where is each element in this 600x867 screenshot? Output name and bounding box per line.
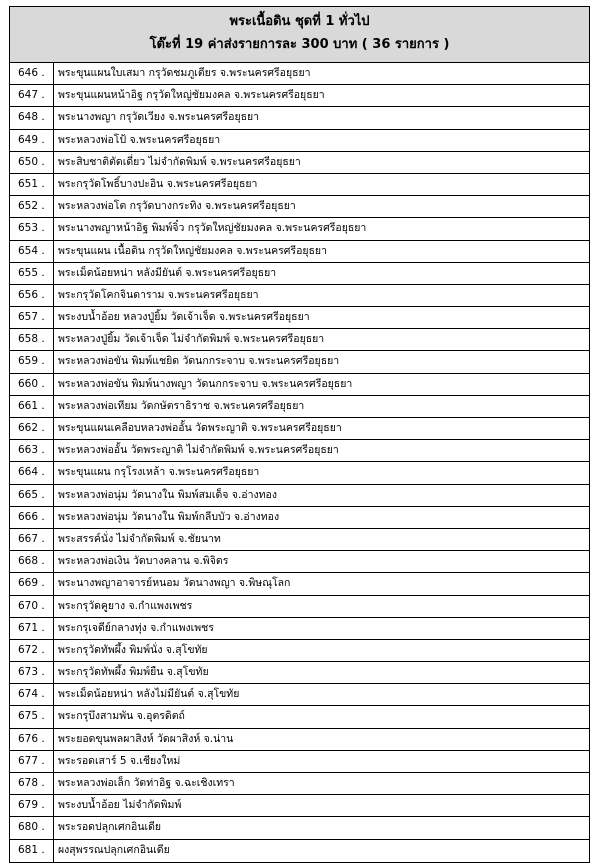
table-row — [10, 684, 589, 706]
item-name: พระนางพญาอาจารย์หนอม วัดนางพญา จ.พิษณุโลก — [58, 577, 291, 590]
table-row — [10, 329, 589, 351]
item-name: พระรอดเสาร์ 5 จ.เชียงใหม่ — [58, 754, 181, 767]
item-name: พระหลวงพ่อเทียม วัดกษัตราธิราช จ.พระนครศรีอยุธยา — [58, 399, 305, 412]
item-name: พระงบน้ำอ้อย ไม่จำกัดพิมพ์ — [58, 799, 182, 812]
table-row — [10, 751, 589, 773]
item-name: พระหลวงพ่อนุ่ม วัดนางใน พิมพ์สมเด็จ จ.อ่างทอง — [58, 488, 277, 501]
item-name: พระเม็ดน้อยหน่า หลังมียันต์ จ.พระนครศรีอยุธยา — [58, 266, 277, 279]
item-number: 650 . — [10, 152, 54, 173]
item-number: 665 . — [10, 485, 54, 506]
item-name: พระขุนแผนใบเสมา กรุวัดชมภูเตียร จ.พระนครศรีอยุธยา — [58, 67, 311, 79]
item-number: 655 . — [10, 263, 54, 284]
catalog-table — [9, 6, 590, 863]
item-number: 660 . — [10, 374, 54, 395]
table-row — [10, 795, 589, 817]
table-row — [10, 396, 589, 418]
item-name: พระหลวงพ่อเล็ก วัดท่าอิฐ จ.ฉะเชิงเทรา — [58, 777, 235, 789]
table-row — [10, 773, 589, 795]
table-row — [10, 218, 589, 240]
item-name: พระยอดขุนพลผาสิงห์ วัดผาสิงห์ จ.น่าน — [58, 732, 234, 745]
item-number: 662 . — [10, 418, 54, 439]
item-name: พระกรุบึงสามพัน จ.อุตรดิตถ์ — [58, 710, 185, 723]
table-row — [10, 840, 589, 862]
table-row — [10, 130, 589, 152]
table-row — [10, 596, 589, 618]
item-number: 663 . — [10, 440, 54, 461]
item-name: พระหลวงปู่ยิ้ม วัดเจ้าเจ็ด ไม่จำกัดพิมพ์ จ.พระนครศรีอยุธยา — [58, 333, 325, 346]
item-number: 654 . — [10, 241, 54, 262]
table-row — [10, 374, 589, 396]
item-name: พระกรุวัดโคกจินดาราม จ.พระนครศรีอยุธยา — [58, 288, 259, 301]
table-row — [10, 817, 589, 839]
table-row — [10, 351, 589, 373]
item-number: 677 . — [10, 751, 54, 772]
item-number: 659 . — [10, 351, 54, 372]
table-title: พระเนื้อดิน ชุดที่ 1 ทั่วไป — [229, 14, 370, 29]
table-row — [10, 662, 589, 684]
item-name: พระขุนแผน เนื้อดิน กรุวัดใหญ่ชัยมงคล จ.พระนครศรีอยุธยา — [58, 244, 327, 257]
item-number: 666 . — [10, 507, 54, 528]
item-number: 671 . — [10, 618, 54, 639]
table-row — [10, 63, 589, 85]
item-name: พระกรุเจดีย์กลางทุ่ง จ.กำแพงเพชร — [58, 621, 214, 634]
table-subtitle: โต๊ะที่ 19 ค่าส่งรายการละ 300 บาท ( 36 รายการ ) — [149, 37, 450, 52]
item-number: 664 . — [10, 462, 54, 483]
item-name: พระขุนแผนหน้าอิฐ กรุวัดใหญ่ชัยมงคล จ.พระนครศรีอยุธยา — [58, 89, 325, 102]
item-number: 657 . — [10, 307, 54, 328]
item-number: 678 . — [10, 773, 54, 794]
table-row — [10, 85, 589, 107]
item-name: พระสิบชาติตัดเดี่ยว ไม่จำกัดพิมพ์ จ.พระนครศรีอยุธยา — [58, 155, 301, 168]
item-number: 656 . — [10, 285, 54, 306]
item-number: 668 . — [10, 551, 54, 572]
table-row — [10, 440, 589, 462]
item-number: 647 . — [10, 85, 54, 106]
item-name: พระหลวงพ่ออั้น วัดพระญาติ ไม่จำกัดพิมพ์ จ.พระนครศรีอยุธยา — [58, 444, 339, 457]
item-number: 648 . — [10, 107, 54, 128]
item-number: 679 . — [10, 795, 54, 816]
table-row — [10, 107, 589, 129]
item-number: 672 . — [10, 640, 54, 661]
item-number: 646 . — [10, 63, 54, 84]
item-name: พระหลวงพ่อขัน พิมพ์นางพญา วัดนกกระจาบ จ.พระนครศรีอยุธยา — [58, 377, 353, 390]
item-number: 681 . — [10, 840, 54, 862]
table-row — [10, 418, 589, 440]
item-name: พระสรรค์นั่ง ไม่จำกัดพิมพ์ จ.ชัยนาท — [58, 532, 221, 545]
table-row — [10, 241, 589, 263]
item-number: 652 . — [10, 196, 54, 217]
item-name: พระหลวงพ่อโป้ จ.พระนครศรีอยุธยา — [58, 133, 221, 146]
table-row — [10, 196, 589, 218]
table-row — [10, 152, 589, 174]
item-number: 649 . — [10, 130, 54, 151]
item-name: พระหลวงพ่อเงิน วัดบางคลาน จ.พิจิตร — [58, 555, 229, 568]
table-row — [10, 551, 589, 573]
item-name: พระหลวงพ่อนุ่ม วัดนางใน พิมพ์กลีบบัว จ.อ่างทอง — [58, 510, 280, 523]
item-number: 674 . — [10, 684, 54, 705]
item-name: พระกรุวัดคูยาง จ.กำแพงเพชร — [58, 599, 193, 612]
item-name: พระกรุวัดทัพผึ้ง พิมพ์นั่ง จ.สุโขทัย — [58, 643, 208, 656]
item-name: พระนางพญา กรุวัดเวียง จ.พระนครศรีอยุธยา — [58, 111, 260, 124]
item-number: 667 . — [10, 529, 54, 550]
item-number: 653 . — [10, 218, 54, 239]
table-row — [10, 263, 589, 285]
table-row — [10, 706, 589, 728]
item-name: พระรอดปลุกเศกอินเดีย — [58, 821, 162, 834]
item-name: พระงบน้ำอ้อย หลวงปู่ยิ้ม วัดเจ้าเจ็ด จ.พระนครศรีอยุธยา — [58, 311, 310, 324]
table-row — [10, 618, 589, 640]
table-row — [10, 307, 589, 329]
item-name: พระนางพญาหน้าอิฐ พิมพ์จิ๋ว กรุวัดใหญ่ชัยมงคล จ.พระนครศรีอยุธยา — [58, 222, 367, 235]
table-row — [10, 729, 589, 751]
item-number: 670 . — [10, 596, 54, 617]
item-number: 661 . — [10, 396, 54, 417]
item-name: พระหลวงพ่อโต กรุวัดบางกระทิง จ.พระนครศรีอยุธยา — [58, 200, 296, 213]
item-name: ผงสุพรรณปลุกเศกอินเดีย — [58, 843, 170, 856]
table-row — [10, 573, 589, 595]
table-row — [10, 529, 589, 551]
table-row — [10, 485, 589, 507]
item-number: 680 . — [10, 817, 54, 838]
table-row — [10, 640, 589, 662]
item-name: พระหลวงพ่อขัน พิมพ์แชยิด วัดนกกระจาบ จ.พระนครศรีอยุธยา — [58, 355, 340, 368]
table-row — [10, 462, 589, 484]
table-row — [10, 285, 589, 307]
item-number: 676 . — [10, 729, 54, 750]
item-name: พระขุนแผนเคลือบหลวงพ่ออั้น วัดพระญาติ จ.พระนครศรีอยุธยา — [58, 422, 342, 434]
item-name: พระขุนแผน กรุโรงเหล้า จ.พระนครศรีอยุธยา — [58, 466, 260, 479]
item-name: พระกรุวัดทัพผึ้ง พิมพ์ยืน จ.สุโขทัย — [58, 666, 209, 679]
item-number: 658 . — [10, 329, 54, 350]
item-number: 675 . — [10, 706, 54, 727]
item-list — [10, 63, 589, 862]
table-row — [10, 507, 589, 529]
table-header — [10, 7, 589, 63]
item-number: 669 . — [10, 573, 54, 594]
item-name: พระเม็ดน้อยหน่า หลังไม่มียันต์ จ.สุโขทัย — [58, 688, 240, 701]
item-number: 651 . — [10, 174, 54, 195]
table-row — [10, 174, 589, 196]
item-name: พระกรุวัดโพธิ์บางปะอิน จ.พระนครศรีอยุธยา — [58, 177, 258, 190]
item-number: 673 . — [10, 662, 54, 683]
